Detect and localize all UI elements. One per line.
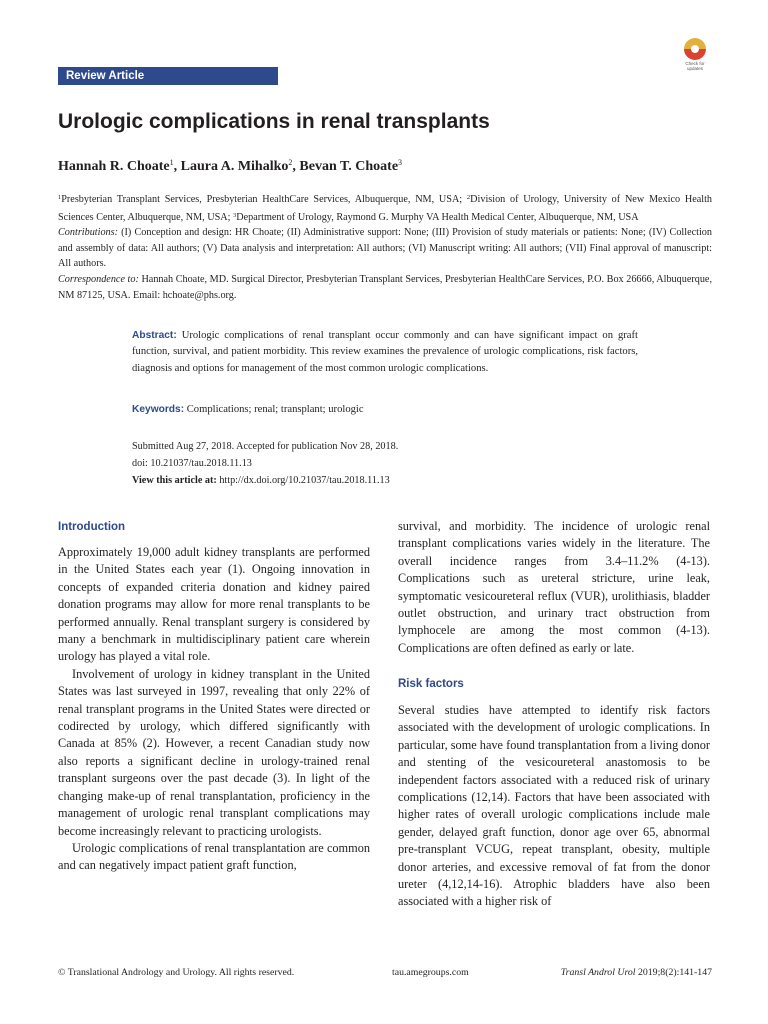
correspondence-label: Correspondence to:	[58, 273, 139, 285]
abstract-label: Abstract:	[132, 330, 177, 341]
abstract	[132, 328, 638, 377]
view-article-link[interactable]: http://dx.doi.org/10.21037/tau.2018.11.13	[216, 475, 390, 486]
paragraph: Several studies have attempted to identify risk factors associated with the development of urologic complications. In particular, some have found transplantation from a living donor and stenting of the vesicoureteral anastomosis to be independent factors associated with a reduced risk of urinary complications (12,14). Factors that have been associated with higher rates of overall urologic complications include male gender, delayed graft function, donor age over 65, abnormal pre-transplant VCUG, repeat transplant, obesity, multiple donor arteries, and excessive removal of fat from the donor ureter (4,12,14-16). Atrophic bladders have also been associated with a higher risk of	[398, 703, 710, 909]
section-heading-introduction: Introduction	[58, 521, 126, 533]
author-name: Laura A. Mihalko	[180, 159, 289, 174]
submission-meta	[132, 438, 638, 489]
paragraph: Urologic complications of renal transplantation are common and can negatively impact patient graft function,	[58, 840, 370, 873]
view-article-line	[132, 472, 638, 489]
author-separator: ,	[292, 159, 300, 174]
volume-pages: 2019;8(2):141-147	[635, 967, 712, 978]
author-name: Bevan T. Choate	[299, 159, 399, 174]
affiliations	[58, 190, 712, 225]
affiliation-2: Division of Urology, University of New Mexico Health Sciences Center, Albuquerque, NM, USA;	[58, 194, 712, 223]
footer-citation	[561, 965, 712, 981]
author-separator: ,	[173, 159, 181, 174]
article-title: Urologic complications in renal transplants	[58, 110, 490, 133]
affiliation-1: Presbyterian Transplant Services, Presbyterian HealthCare Services, Albuquerque, NM, USA;	[61, 194, 467, 205]
paragraph-continued: survival, and morbidity. The incidence of urologic renal transplant complications varies widely in the literature. The overall incidence ranges from 3.4–11.2% (4-13). Complications such as ureteral stricture, urine leak, symptomatic vesicoureteral reflux (VUR), urolithiasis, bladder outlet obstruction, and urinary tract obstruction from lymphocele are among the most common (4-13). Complications are often defined as early or late.	[398, 519, 710, 655]
keywords-text: Complications; renal; transplant; urologic	[184, 404, 364, 415]
contributions-label: Contributions:	[58, 227, 119, 239]
article-type-badge: Review Article	[58, 67, 278, 85]
check-for-updates-badge[interactable]	[672, 38, 718, 74]
contributions	[58, 225, 712, 272]
affiliation-mark: 3	[233, 211, 237, 219]
section-heading-risk-factors: Risk factors	[398, 678, 464, 690]
affiliation-mark: 2	[466, 194, 471, 201]
paragraph: Involvement of urology in kidney transplant in the United States was last surveyed in 1997, revealing that only 22% of renal transplant programs in the United States were directed or codirected by urology, which differed significantly with Canada at 85% (2). However, a recent Canadian study now also reports a significant decline in urology-trained renal transplant surgeons over the past decade (3). In light of the changing make-up of renal transplantation, proficiency in the management of urologic renal transplant complications may become increasingly relevant to practicing urologists.	[58, 666, 370, 838]
front-matter	[58, 190, 712, 303]
author-list	[58, 152, 708, 178]
view-article-label: View this article at:	[132, 475, 217, 486]
keywords	[132, 402, 638, 418]
affiliation-3: Department of Urology, Raymond G. Murphy VA Health Medical Center, Albuquerque, NM, USA	[236, 211, 639, 223]
footer-website[interactable]: tau.amegroups.com	[392, 967, 469, 978]
paragraph: Approximately 19,000 adult kidney transplants are performed in the United States each year (1). Ongoing innovation in concepts of expanded criteria donation and kidney paired donation programs may allow for more renal transplants to be performed annually. Renal transplant surgery is considered by many a benchmark in multidisciplinary patient care wherein urology has played a vital role.	[58, 545, 370, 664]
crossmark-icon	[684, 38, 706, 60]
affiliation-mark: 1	[58, 194, 62, 201]
author-affiliation-mark: 2	[288, 158, 293, 167]
submission-dates: Submitted Aug 27, 2018. Accepted for publication Nov 28, 2018.	[132, 441, 399, 452]
author-name: Hannah R. Choate	[58, 159, 170, 174]
check-for-updates-label: Check for updates	[685, 61, 705, 71]
body-column-left	[58, 518, 370, 875]
abstract-text: Urologic complications of renal transplant occur commonly and can have significant impact on graft function, survival, and patient morbidity. This review examines the prevalence of urologic complications, risk factors, diagnosis and options for management of the most common urologic complications.	[132, 330, 638, 374]
keywords-label: Keywords:	[132, 404, 185, 415]
doi[interactable]: doi: 10.21037/tau.2018.11.13	[132, 458, 252, 469]
correspondence-text: Hannah Choate, MD. Surgical Director, Presbyterian Transplant Services, Presbyterian HealthCare Services, P.O. Box 26666, Albuquerque, NM 87125, USA. Email: hchoate@phs.org.	[58, 273, 712, 301]
author-affiliation-mark: 3	[398, 158, 403, 167]
body-column-right	[398, 518, 710, 911]
page-footer	[58, 965, 712, 981]
correspondence	[58, 272, 712, 303]
author-affiliation-mark: 1	[169, 158, 174, 167]
footer-copyright: © Translational Andrology and Urology. All rights reserved.	[58, 967, 295, 978]
contributions-text: (I) Conception and design: HR Choate; (II) Administrative support: None; (III) Provision of study materials or patients: None; (IV) Collection and assembly of data: All authors; (V) Data analysis and interpretation: All authors; (VI) Manuscript writing: All authors; (VII) Final approval of manuscript: All authors.	[58, 227, 712, 270]
journal-name: Transl Androl Urol	[560, 967, 636, 978]
